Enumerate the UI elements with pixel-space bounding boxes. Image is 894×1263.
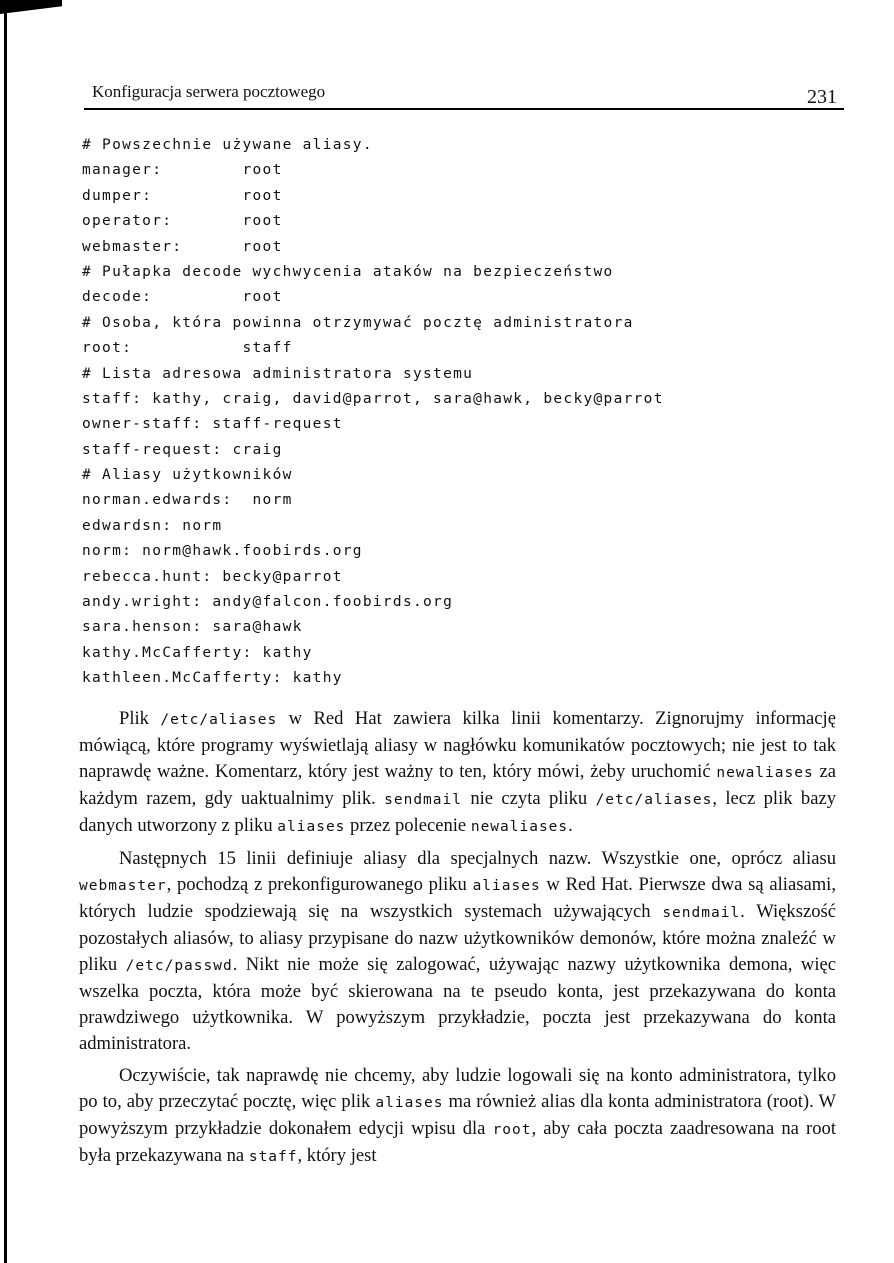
inline-code: sendmail xyxy=(384,792,462,808)
page-number: 231 xyxy=(807,86,837,108)
code-alias-line: operator: root xyxy=(82,213,283,230)
text-run: przez polecenie xyxy=(345,815,471,836)
code-comment-line: # Pułapka decode wychwycenia ataków na bezpieczeństwo xyxy=(82,263,614,280)
paragraph xyxy=(79,846,836,1057)
header-rule xyxy=(84,108,844,110)
text-run: w Red Hat. Pierwsze dwa są aliasami, których ludzie spodziewają się na wszystkich systemach używających xyxy=(79,874,836,922)
code-alias-line: webmaster: root xyxy=(82,238,283,255)
text-run: , lecz plik bazy danych utworzony z pliku xyxy=(79,788,836,836)
text-run: za każdym razem, gdy uaktualnimy plik. xyxy=(79,761,836,809)
paragraph xyxy=(79,1063,836,1170)
inline-code: aliases xyxy=(277,819,346,835)
crop-mark-vertical xyxy=(4,0,7,1263)
inline-code: aliases xyxy=(375,1095,444,1111)
code-alias-line: andy.wright: andy@falcon.foobirds.org xyxy=(82,594,454,611)
code-alias-line: kathy.McCafferty: kathy xyxy=(82,644,313,661)
inline-code: sendmail xyxy=(662,905,741,921)
code-alias-line: rebecca.hunt: becky@parrot xyxy=(82,568,343,585)
inline-code: root xyxy=(492,1122,532,1138)
body-text xyxy=(79,706,836,1176)
code-comment-line: # Powszechnie używane aliasy. xyxy=(82,137,373,153)
text-run: . xyxy=(568,815,573,836)
code-alias-line: kathleen.McCafferty: kathy xyxy=(82,670,343,687)
code-alias-line: dumper: root xyxy=(82,187,283,204)
code-comment-line: # Lista adresowa administratora systemu xyxy=(82,365,474,382)
text-run: w Red Hat zawiera kilka linii komentarzy. Zignorujmy informację mówiącą, które programy wyświetlają aliasy w nagłówku komunikatów pocztowych; nie jest to tak naprawdę ważne. Komentarz, który jest ważny to ten, który mówi, żeby uruchomić xyxy=(79,708,836,782)
code-alias-line: sara.henson: sara@hawk xyxy=(82,619,303,636)
crop-mark-horizontal xyxy=(0,0,62,14)
code-alias-line: staff-request: craig xyxy=(82,441,283,458)
inline-code: webmaster xyxy=(79,878,167,894)
aliases-code-listing xyxy=(82,133,664,692)
text-run: , pochodzą z prekonfigurowanego pliku xyxy=(166,874,473,895)
inline-code: /etc/aliases xyxy=(595,792,713,808)
running-header xyxy=(92,82,837,108)
text-run: Plik xyxy=(119,708,161,729)
inline-code: /etc/passwd xyxy=(125,958,233,974)
text-run: nie czyta pliku xyxy=(461,788,596,809)
code-alias-line: decode: root xyxy=(82,289,283,306)
code-alias-line: norm: norm@hawk.foobirds.org xyxy=(82,543,363,560)
text-run: Następnych 15 linii definiuje aliasy dla specjalnych nazw. Wszystkie one, oprócz aliasu xyxy=(119,848,836,869)
text-run: . Większość pozostałych aliasów, to aliasy przypisane do nazw użytkowników demonów, które można znaleźć w pliku xyxy=(79,901,836,975)
code-alias-line: edwardsn: norm xyxy=(82,517,223,534)
code-alias-line: manager: root xyxy=(82,162,283,179)
inline-code: /etc/aliases xyxy=(160,712,278,728)
chapter-title: Konfiguracja serwera pocztowego xyxy=(92,82,326,101)
inline-code: staff xyxy=(248,1149,298,1165)
text-run: , aby cała poczta zaadresowana na root była przekazywana na xyxy=(79,1118,837,1166)
inline-code: aliases xyxy=(472,878,541,894)
code-alias-line: staff: kathy, craig, david@parrot, sara@hawk, becky@parrot xyxy=(82,390,664,407)
text-run: . Nikt nie może się zalogować, używając nazwy użytkownika demona, więc wszelka poczta, która może być skierowana na te pseudo konta, jest przekazywana do konta prawdziwego użytkownika. W powyższym przykładzie, poczta jest przekazywana do konta administratora. xyxy=(79,954,836,1054)
code-alias-line: root: staff xyxy=(82,340,293,357)
code-comment-line: # Aliasy użytkowników xyxy=(82,467,293,484)
inline-code: newaliases xyxy=(716,765,814,781)
text-run: Oczywiście, tak naprawdę nie chcemy, aby ludzie logowali się na konto administratora, tylko po to, aby przeczytać pocztę, więc plik xyxy=(79,1065,836,1112)
inline-code: newaliases xyxy=(470,819,569,835)
code-alias-line: owner-staff: staff-request xyxy=(82,416,343,433)
text-run: ma również alias dla konta administratora (root). W powyższym przykładzie dokonałem edycji wpisu dla xyxy=(79,1091,836,1139)
code-alias-line: norman.edwards: norm xyxy=(82,492,293,509)
paragraph xyxy=(79,706,836,840)
text-run: , który jest xyxy=(297,1145,377,1166)
code-comment-line: # Osoba, która powinna otrzymywać pocztę administratora xyxy=(82,314,634,331)
